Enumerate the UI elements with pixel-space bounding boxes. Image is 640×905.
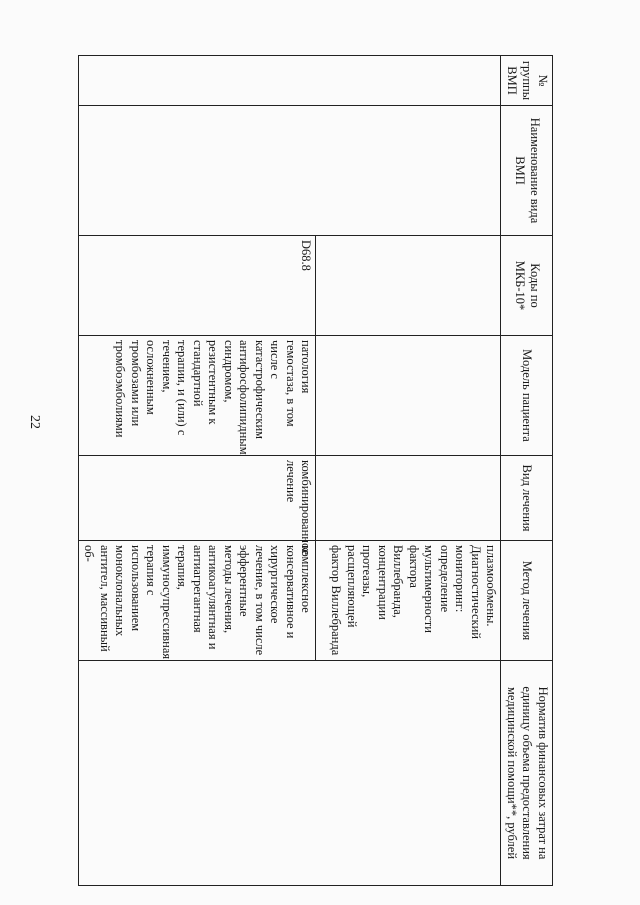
cell-code [316, 236, 501, 336]
document-page [82, 55, 553, 885]
cell-code: D68.8 [79, 236, 317, 336]
header-group: № группы ВМП [501, 56, 553, 106]
cell-treatment-method: плазмообмены. Диагностический мониторинг: определение мультимерности фактора Виллебранда, концентрации протеазы, расщепляющей фактор Виллебранда [316, 541, 501, 661]
header-name: Наименование вида ВМП [501, 106, 553, 236]
table-header-row [501, 56, 553, 886]
vmp-table [78, 55, 553, 886]
header-treatment-type: Вид лечения [501, 456, 553, 541]
header-cost: Норматив финансовых затрат на единицу объема предоставления медицинской помощи**, рублей [501, 661, 553, 886]
cell-treatment-type: комбинированное лечение [79, 456, 317, 541]
header-patient-model: Модель пациента [501, 336, 553, 456]
cell-name [79, 106, 502, 236]
header-treatment-method: Метод лечения [501, 541, 553, 661]
page-number: 22 [27, 415, 42, 429]
cell-treatment-method: комплексное консервативное и хирургическое лечение, в том числе эфферентные методы лечения, антикоагулянтная и антиагрегантная терапия, иммуносупрессивная терапия с использованием моноклональных антител, массивный об- [79, 541, 317, 661]
table-row [316, 56, 501, 886]
cell-cost [79, 661, 502, 886]
cell-patient-model: патология гемостаза, в том числе с катастрофическим антифосфолипидным синдромом, резистентным к стандартной терапии, и (или) с течением, осложненным тромбозами или тромбоэмболиями [79, 336, 317, 456]
cell-group [79, 56, 502, 106]
cell-patient-model [316, 336, 501, 456]
cell-treatment-type [316, 456, 501, 541]
header-codes: Коды по МКБ-10* [501, 236, 553, 336]
